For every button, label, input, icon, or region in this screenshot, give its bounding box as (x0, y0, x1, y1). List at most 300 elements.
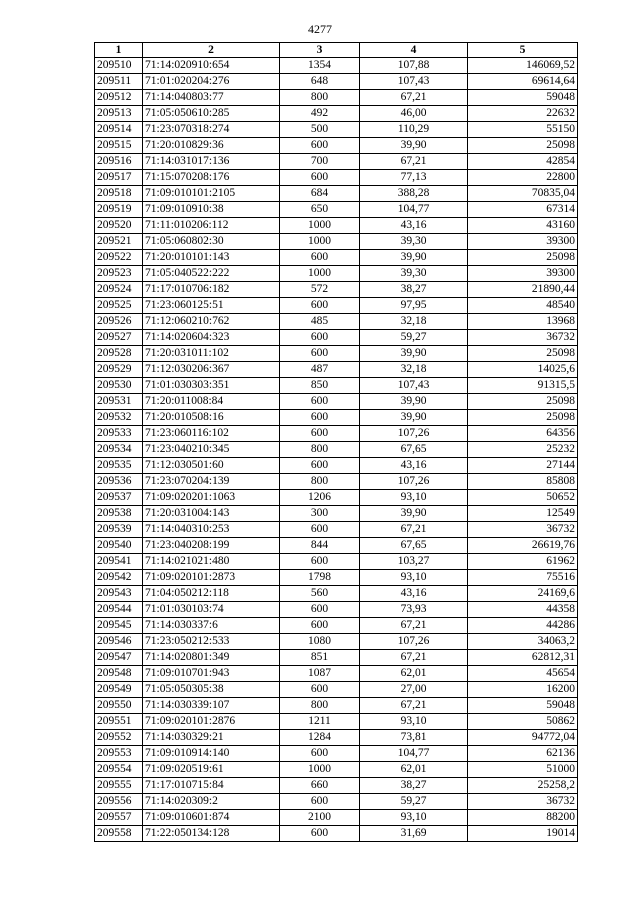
value-5-cell: 42854 (468, 154, 578, 170)
value-3-cell: 648 (280, 74, 360, 90)
value-3-cell: 485 (280, 314, 360, 330)
value-5-cell: 36732 (468, 794, 578, 810)
value-4-cell: 39,90 (360, 394, 468, 410)
value-5-cell: 67314 (468, 202, 578, 218)
row-id-cell: 209530 (95, 378, 143, 394)
table-row (95, 186, 578, 202)
row-id-cell: 209515 (95, 138, 143, 154)
row-id-cell: 209528 (95, 346, 143, 362)
value-3-cell: 851 (280, 650, 360, 666)
value-4-cell: 67,21 (360, 522, 468, 538)
value-5-cell: 55150 (468, 122, 578, 138)
value-3-cell: 600 (280, 426, 360, 442)
value-3-cell: 1354 (280, 58, 360, 74)
table-row (95, 650, 578, 666)
row-id-cell: 209510 (95, 58, 143, 74)
cadastral-number-cell: 71:14:021021:480 (143, 554, 280, 570)
table-row (95, 618, 578, 634)
row-id-cell: 209546 (95, 634, 143, 650)
cadastral-number-cell: 71:20:010101:143 (143, 250, 280, 266)
row-id-cell: 209556 (95, 794, 143, 810)
table-row (95, 554, 578, 570)
value-3-cell: 600 (280, 394, 360, 410)
cadastral-number-cell: 71:12:030206:367 (143, 362, 280, 378)
table-row (95, 234, 578, 250)
value-5-cell: 25098 (468, 410, 578, 426)
value-3-cell: 1087 (280, 666, 360, 682)
row-id-cell: 209545 (95, 618, 143, 634)
cadastral-number-cell: 71:09:010101:2105 (143, 186, 280, 202)
value-5-cell: 19014 (468, 826, 578, 842)
table-row (95, 378, 578, 394)
cadastral-number-cell: 71:11:010206:112 (143, 218, 280, 234)
value-4-cell: 27,00 (360, 682, 468, 698)
value-5-cell: 21890,44 (468, 282, 578, 298)
row-id-cell: 209526 (95, 314, 143, 330)
value-5-cell: 69614,64 (468, 74, 578, 90)
value-3-cell: 600 (280, 138, 360, 154)
value-4-cell: 67,65 (360, 442, 468, 458)
value-5-cell: 25258,2 (468, 778, 578, 794)
value-4-cell: 93,10 (360, 490, 468, 506)
cadastral-number-cell: 71:14:020309:2 (143, 794, 280, 810)
cadastral-number-cell: 71:09:010701:943 (143, 666, 280, 682)
table-row (95, 474, 578, 490)
value-4-cell: 39,90 (360, 250, 468, 266)
table-row (95, 458, 578, 474)
table-row (95, 394, 578, 410)
value-4-cell: 107,43 (360, 74, 468, 90)
row-id-cell: 209544 (95, 602, 143, 618)
table-row (95, 538, 578, 554)
row-id-cell: 209541 (95, 554, 143, 570)
row-id-cell: 209516 (95, 154, 143, 170)
value-3-cell: 600 (280, 794, 360, 810)
row-id-cell: 209551 (95, 714, 143, 730)
value-3-cell: 1211 (280, 714, 360, 730)
value-3-cell: 600 (280, 602, 360, 618)
value-4-cell: 93,10 (360, 810, 468, 826)
cadastral-number-cell: 71:23:060125:51 (143, 298, 280, 314)
table-row (95, 250, 578, 266)
cadastral-number-cell: 71:01:020204:276 (143, 74, 280, 90)
row-id-cell: 209558 (95, 826, 143, 842)
value-5-cell: 25232 (468, 442, 578, 458)
value-3-cell: 1000 (280, 218, 360, 234)
table-row (95, 314, 578, 330)
value-3-cell: 700 (280, 154, 360, 170)
table-row (95, 826, 578, 842)
cadastral-number-cell: 71:14:030329:21 (143, 730, 280, 746)
table-row (95, 490, 578, 506)
cadastral-number-cell: 71:23:060116:102 (143, 426, 280, 442)
cadastral-number-cell: 71:05:050305:38 (143, 682, 280, 698)
row-id-cell: 209512 (95, 90, 143, 106)
value-5-cell: 61962 (468, 554, 578, 570)
cadastral-number-cell: 71:14:020910:654 (143, 58, 280, 74)
cadastral-number-cell: 71:01:030103:74 (143, 602, 280, 618)
value-4-cell: 67,21 (360, 650, 468, 666)
row-id-cell: 209519 (95, 202, 143, 218)
table-row (95, 106, 578, 122)
value-4-cell: 67,21 (360, 618, 468, 634)
row-id-cell: 209549 (95, 682, 143, 698)
value-3-cell: 1284 (280, 730, 360, 746)
value-4-cell: 107,26 (360, 426, 468, 442)
value-5-cell: 59048 (468, 90, 578, 106)
cadastral-number-cell: 71:09:010914:140 (143, 746, 280, 762)
row-id-cell: 209555 (95, 778, 143, 794)
value-3-cell: 1000 (280, 266, 360, 282)
cadastral-number-cell: 71:14:040310:253 (143, 522, 280, 538)
value-3-cell: 800 (280, 698, 360, 714)
row-id-cell: 209524 (95, 282, 143, 298)
value-4-cell: 67,65 (360, 538, 468, 554)
table-row (95, 506, 578, 522)
column-header-1: 1 (95, 43, 143, 58)
row-id-cell: 209525 (95, 298, 143, 314)
table-row (95, 794, 578, 810)
value-5-cell: 34063,2 (468, 634, 578, 650)
value-5-cell: 48540 (468, 298, 578, 314)
row-id-cell: 209548 (95, 666, 143, 682)
value-5-cell: 91315,5 (468, 378, 578, 394)
row-id-cell: 209529 (95, 362, 143, 378)
cadastral-number-cell: 71:09:010601:874 (143, 810, 280, 826)
value-3-cell: 600 (280, 250, 360, 266)
value-4-cell: 93,10 (360, 570, 468, 586)
value-4-cell: 104,77 (360, 746, 468, 762)
value-5-cell: 27144 (468, 458, 578, 474)
row-id-cell: 209547 (95, 650, 143, 666)
cadastral-number-cell: 71:20:010829:36 (143, 138, 280, 154)
value-3-cell: 2100 (280, 810, 360, 826)
value-5-cell: 24169,6 (468, 586, 578, 602)
value-4-cell: 43,16 (360, 218, 468, 234)
value-3-cell: 1000 (280, 234, 360, 250)
value-4-cell: 43,16 (360, 586, 468, 602)
value-4-cell: 62,01 (360, 762, 468, 778)
value-3-cell: 600 (280, 298, 360, 314)
value-4-cell: 38,27 (360, 282, 468, 298)
cadastral-number-cell: 71:23:070318:274 (143, 122, 280, 138)
value-5-cell: 22632 (468, 106, 578, 122)
value-4-cell: 73,93 (360, 602, 468, 618)
table-row (95, 778, 578, 794)
value-5-cell: 39300 (468, 266, 578, 282)
value-5-cell: 12549 (468, 506, 578, 522)
value-4-cell: 107,43 (360, 378, 468, 394)
column-header-2: 2 (143, 43, 280, 58)
value-3-cell: 600 (280, 826, 360, 842)
value-5-cell: 88200 (468, 810, 578, 826)
table-row (95, 586, 578, 602)
cadastral-number-cell: 71:09:020101:2876 (143, 714, 280, 730)
cadastral-number-cell: 71:23:070204:139 (143, 474, 280, 490)
value-5-cell: 16200 (468, 682, 578, 698)
value-5-cell: 25098 (468, 394, 578, 410)
value-5-cell: 85808 (468, 474, 578, 490)
value-4-cell: 103,27 (360, 554, 468, 570)
table-row (95, 762, 578, 778)
value-5-cell: 62812,31 (468, 650, 578, 666)
cadastral-number-cell: 71:17:010706:182 (143, 282, 280, 298)
table-row (95, 122, 578, 138)
value-5-cell: 25098 (468, 138, 578, 154)
value-4-cell: 62,01 (360, 666, 468, 682)
table-row (95, 362, 578, 378)
table-row (95, 714, 578, 730)
value-5-cell: 44358 (468, 602, 578, 618)
value-4-cell: 38,27 (360, 778, 468, 794)
cadastral-number-cell: 71:20:031011:102 (143, 346, 280, 362)
table-row (95, 266, 578, 282)
cadastral-number-cell: 71:14:040803:77 (143, 90, 280, 106)
value-5-cell: 25098 (468, 250, 578, 266)
value-3-cell: 600 (280, 330, 360, 346)
cadastral-number-cell: 71:14:020801:349 (143, 650, 280, 666)
value-3-cell: 600 (280, 746, 360, 762)
table-row (95, 426, 578, 442)
value-4-cell: 39,30 (360, 266, 468, 282)
value-4-cell: 93,10 (360, 714, 468, 730)
table-row (95, 170, 578, 186)
table-row (95, 698, 578, 714)
value-5-cell: 43160 (468, 218, 578, 234)
cadastral-number-cell: 71:14:030339:107 (143, 698, 280, 714)
value-4-cell: 39,30 (360, 234, 468, 250)
value-4-cell: 73,81 (360, 730, 468, 746)
value-4-cell: 67,21 (360, 154, 468, 170)
value-3-cell: 600 (280, 458, 360, 474)
cadastral-number-cell: 71:15:070208:176 (143, 170, 280, 186)
row-id-cell: 209535 (95, 458, 143, 474)
value-3-cell: 492 (280, 106, 360, 122)
value-3-cell: 684 (280, 186, 360, 202)
table-row (95, 634, 578, 650)
cadastral-number-cell: 71:23:040210:345 (143, 442, 280, 458)
value-4-cell: 46,00 (360, 106, 468, 122)
table-row (95, 602, 578, 618)
row-id-cell: 209536 (95, 474, 143, 490)
value-3-cell: 1206 (280, 490, 360, 506)
table-row (95, 730, 578, 746)
cadastral-number-cell: 71:09:010910:38 (143, 202, 280, 218)
value-4-cell: 39,90 (360, 138, 468, 154)
value-3-cell: 660 (280, 778, 360, 794)
row-id-cell: 209527 (95, 330, 143, 346)
value-4-cell: 43,16 (360, 458, 468, 474)
value-3-cell: 500 (280, 122, 360, 138)
value-3-cell: 600 (280, 618, 360, 634)
value-3-cell: 572 (280, 282, 360, 298)
value-4-cell: 39,90 (360, 346, 468, 362)
value-5-cell: 51000 (468, 762, 578, 778)
row-id-cell: 209550 (95, 698, 143, 714)
value-5-cell: 70835,04 (468, 186, 578, 202)
cadastral-number-cell: 71:14:020604:323 (143, 330, 280, 346)
row-id-cell: 209540 (95, 538, 143, 554)
value-3-cell: 600 (280, 170, 360, 186)
row-id-cell: 209517 (95, 170, 143, 186)
value-3-cell: 1798 (280, 570, 360, 586)
value-4-cell: 32,18 (360, 314, 468, 330)
row-id-cell: 209554 (95, 762, 143, 778)
value-3-cell: 560 (280, 586, 360, 602)
value-4-cell: 388,28 (360, 186, 468, 202)
cadastral-number-cell: 71:14:030337:6 (143, 618, 280, 634)
table-row (95, 346, 578, 362)
value-3-cell: 600 (280, 682, 360, 698)
table-body (95, 58, 578, 842)
value-3-cell: 1080 (280, 634, 360, 650)
cadastral-number-cell: 71:01:030303:351 (143, 378, 280, 394)
row-id-cell: 209553 (95, 746, 143, 762)
value-5-cell: 14025,6 (468, 362, 578, 378)
table-row (95, 58, 578, 74)
cadastral-number-cell: 71:09:020101:2873 (143, 570, 280, 586)
row-id-cell: 209520 (95, 218, 143, 234)
row-id-cell: 209543 (95, 586, 143, 602)
value-5-cell: 25098 (468, 346, 578, 362)
value-4-cell: 107,88 (360, 58, 468, 74)
row-id-cell: 209522 (95, 250, 143, 266)
table-row (95, 138, 578, 154)
value-5-cell: 59048 (468, 698, 578, 714)
row-id-cell: 209538 (95, 506, 143, 522)
table-row (95, 666, 578, 682)
value-3-cell: 800 (280, 474, 360, 490)
value-5-cell: 62136 (468, 746, 578, 762)
value-5-cell: 26619,76 (468, 538, 578, 554)
table-row (95, 746, 578, 762)
table-row (95, 522, 578, 538)
cadastral-number-cell: 71:22:050134:128 (143, 826, 280, 842)
column-header-4: 4 (360, 43, 468, 58)
value-4-cell: 107,26 (360, 474, 468, 490)
cadastral-number-cell: 71:23:050212:533 (143, 634, 280, 650)
value-3-cell: 800 (280, 442, 360, 458)
table-row (95, 154, 578, 170)
data-table (94, 42, 578, 842)
cadastral-number-cell: 71:20:011008:84 (143, 394, 280, 410)
value-5-cell: 64356 (468, 426, 578, 442)
value-4-cell: 32,18 (360, 362, 468, 378)
row-id-cell: 209513 (95, 106, 143, 122)
row-id-cell: 209531 (95, 394, 143, 410)
cadastral-number-cell: 71:20:010508:16 (143, 410, 280, 426)
value-4-cell: 39,90 (360, 410, 468, 426)
cadastral-number-cell: 71:20:031004:143 (143, 506, 280, 522)
value-5-cell: 146069,52 (468, 58, 578, 74)
table-row (95, 90, 578, 106)
value-4-cell: 77,13 (360, 170, 468, 186)
cadastral-number-cell: 71:17:010715:84 (143, 778, 280, 794)
value-4-cell: 104,77 (360, 202, 468, 218)
row-id-cell: 209532 (95, 410, 143, 426)
column-header-3: 3 (280, 43, 360, 58)
value-4-cell: 67,21 (360, 90, 468, 106)
value-5-cell: 94772,04 (468, 730, 578, 746)
row-id-cell: 209537 (95, 490, 143, 506)
value-5-cell: 50862 (468, 714, 578, 730)
cadastral-number-cell: 71:14:031017:136 (143, 154, 280, 170)
cadastral-number-cell: 71:09:020201:1063 (143, 490, 280, 506)
value-5-cell: 36732 (468, 522, 578, 538)
row-id-cell: 209557 (95, 810, 143, 826)
column-header-5: 5 (468, 43, 578, 58)
cadastral-number-cell: 71:12:030501:60 (143, 458, 280, 474)
value-5-cell: 13968 (468, 314, 578, 330)
value-5-cell: 39300 (468, 234, 578, 250)
value-3-cell: 600 (280, 554, 360, 570)
cadastral-number-cell: 71:12:060210:762 (143, 314, 280, 330)
table-row (95, 682, 578, 698)
row-id-cell: 209539 (95, 522, 143, 538)
value-5-cell: 36732 (468, 330, 578, 346)
table-row (95, 74, 578, 90)
value-4-cell: 59,27 (360, 330, 468, 346)
value-3-cell: 850 (280, 378, 360, 394)
row-id-cell: 209533 (95, 426, 143, 442)
value-4-cell: 110,29 (360, 122, 468, 138)
value-3-cell: 600 (280, 410, 360, 426)
row-id-cell: 209521 (95, 234, 143, 250)
cadastral-number-cell: 71:09:020519:61 (143, 762, 280, 778)
row-id-cell: 209552 (95, 730, 143, 746)
value-3-cell: 600 (280, 346, 360, 362)
table-row (95, 330, 578, 346)
value-3-cell: 487 (280, 362, 360, 378)
value-4-cell: 97,95 (360, 298, 468, 314)
value-5-cell: 45654 (468, 666, 578, 682)
value-3-cell: 844 (280, 538, 360, 554)
table-header (95, 43, 578, 58)
row-id-cell: 209534 (95, 442, 143, 458)
row-id-cell: 209542 (95, 570, 143, 586)
table-row (95, 282, 578, 298)
table-row (95, 810, 578, 826)
table-row (95, 570, 578, 586)
value-5-cell: 44286 (468, 618, 578, 634)
cadastral-number-cell: 71:05:050610:285 (143, 106, 280, 122)
table-row (95, 442, 578, 458)
value-5-cell: 50652 (468, 490, 578, 506)
value-5-cell: 22800 (468, 170, 578, 186)
value-3-cell: 1000 (280, 762, 360, 778)
header-row (95, 43, 578, 58)
value-4-cell: 31,69 (360, 826, 468, 842)
table-row (95, 410, 578, 426)
value-3-cell: 600 (280, 522, 360, 538)
table-row (95, 298, 578, 314)
table-row (95, 202, 578, 218)
table-row (95, 218, 578, 234)
value-3-cell: 300 (280, 506, 360, 522)
cadastral-number-cell: 71:23:040208:199 (143, 538, 280, 554)
value-5-cell: 75516 (468, 570, 578, 586)
value-4-cell: 59,27 (360, 794, 468, 810)
value-3-cell: 800 (280, 90, 360, 106)
cadastral-number-cell: 71:04:050212:118 (143, 586, 280, 602)
cadastral-number-cell: 71:05:040522:222 (143, 266, 280, 282)
value-3-cell: 650 (280, 202, 360, 218)
value-4-cell: 67,21 (360, 698, 468, 714)
value-4-cell: 107,26 (360, 634, 468, 650)
row-id-cell: 209518 (95, 186, 143, 202)
row-id-cell: 209523 (95, 266, 143, 282)
value-4-cell: 39,90 (360, 506, 468, 522)
